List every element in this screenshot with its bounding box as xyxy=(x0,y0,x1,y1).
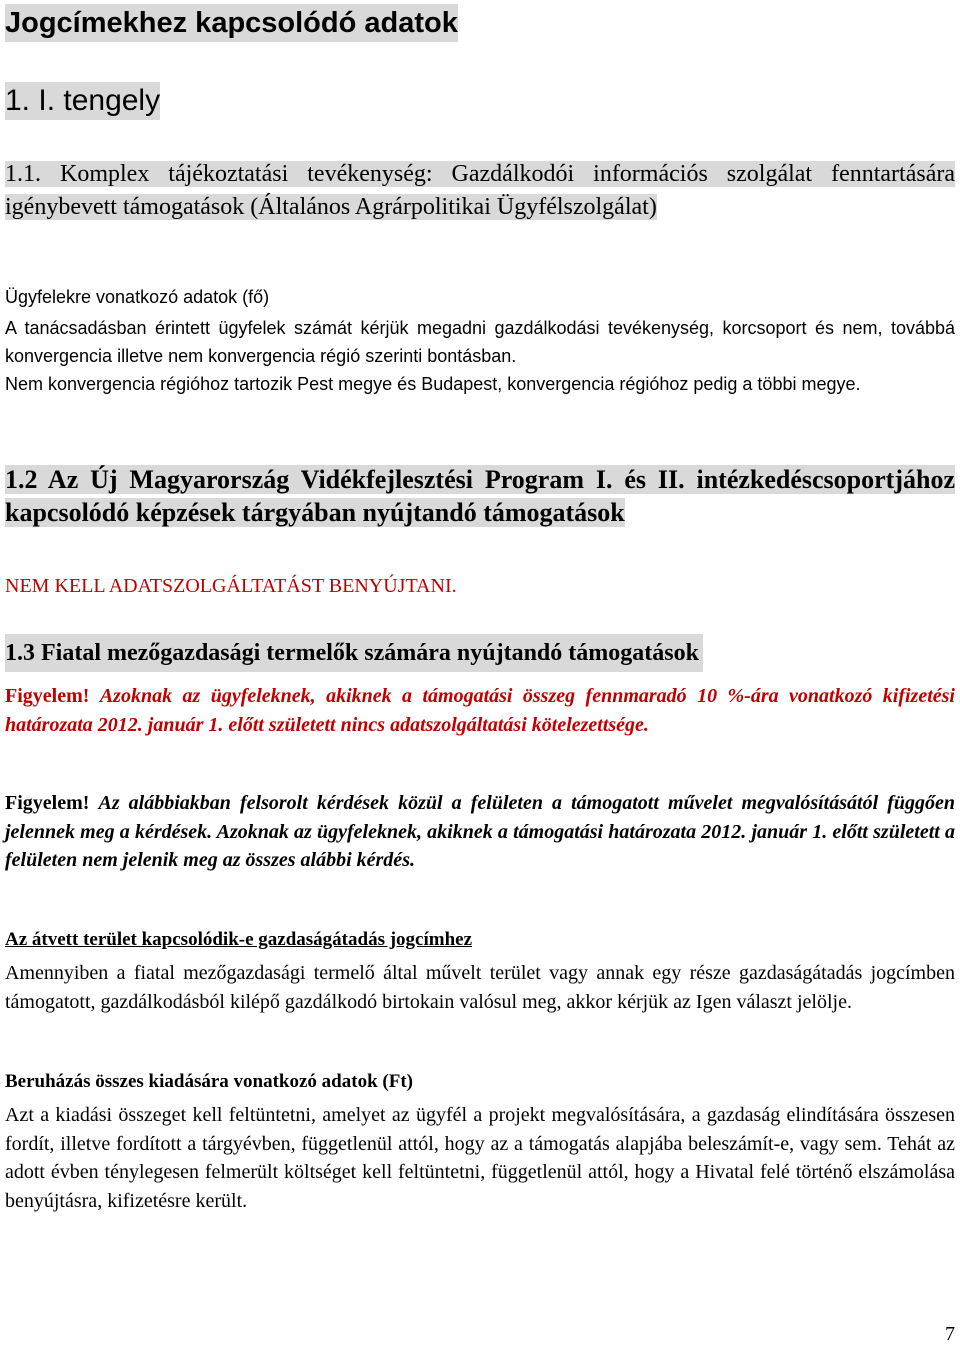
question-1-text: Amennyiben a fiatal mezőgazdasági termelő által művelt terület vagy annak egy része gazdaságátadás jogcímben támogatott, gazdálkodásból kilépő gazdálkodó birtokain valósul meg, akkor kérjük az Igen választ jelölje. xyxy=(5,962,955,1013)
warning-1 xyxy=(5,682,955,739)
section-1-2-notice: NEM KELL ADATSZOLGÁLTATÁST BENYÚJTANI. xyxy=(5,575,457,597)
section-1-2-title-text: 1.2 Az Új Magyarország Vidékfejlesztési Program I. és II. intézkedéscsoportjához kapcsolódó képzések tárgyában nyújtandó támogatások xyxy=(5,465,955,527)
section-1-3-title: 1.3 Fiatal mezőgazdasági termelők számára nyújtandó támogatások xyxy=(5,634,703,672)
warning-1-label: Figyelem! xyxy=(5,685,90,707)
section-1-1-title-text: 1.1. Komplex tájékoztatási tevékenység: Gazdálkodói információs szolgálat fenntartására igénybevett támogatások (Általános Agrárpolitikai Ügyfélszolgálat) xyxy=(5,161,955,220)
warning-2-label: Figyelem! xyxy=(5,792,90,814)
axis-heading: 1. I. tengely xyxy=(5,82,160,120)
question-1-title: Az átvett terület kapcsolódik-e gazdaságátadás jogcímhez xyxy=(5,929,473,950)
section-1-1-title xyxy=(5,158,955,224)
warning-1-text: Azoknak az ügyfeleknek, akiknek a támogatási összeg fennmaradó 10 %-ára vonatkozó kifizetési határozata 2012. január 1. előtt született nincs adatszolgáltatási kötelezettsége. xyxy=(5,685,955,736)
page-number: 7 xyxy=(945,1323,955,1345)
warning-2-text: Az alábbiakban felsorolt kérdések közül a felületen a támogatott művelet megvalósításától függően jelennek meg a kérdések. Azoknak az ügyfeleknek, akiknek a támogatási határozata 2012. január 1. előtt született a felületen nem jelenik meg az összes alábbi kérdés. xyxy=(5,792,955,871)
main-heading: Jogcímekhez kapcsolódó adatok xyxy=(5,4,458,42)
section-1-1-subheading: Ügyfelekre vonatkozó adatok (fő) xyxy=(5,287,270,307)
question-2-title: Beruházás összes kiadására vonatkozó adatok (Ft) xyxy=(5,1071,413,1092)
question-2-text: Azt a kiadási összeget kell feltüntetni, amelyet az ügyfél a projekt megvalósítására, a gazdaság elindítására összesen fordít, illetve fordított a tárgyévben, függetlenül attól, hogy az a támogatás alapjába beleszámít-e, vagy sem. Tehát az adott évben ténylegesen felmerült költséget kell feltüntetni, függetlenül attól, hogy a Hivatal felé történő elszámolása benyújtásra, kifizetésre került. xyxy=(5,1104,955,1212)
section-1-2-title xyxy=(5,463,955,529)
section-1-1-paragraph-1: A tanácsadásban érintett ügyfelek számát kérjük megadni gazdálkodási tevékenység, korcsoport és nem, továbbá konvergencia illetve nem konvergencia régió szerinti bontásban. xyxy=(5,318,955,366)
section-1-1-paragraph-2: Nem konvergencia régióhoz tartozik Pest megye és Budapest, konvergencia régióhoz pedig a többi megye. xyxy=(5,374,861,394)
warning-2 xyxy=(5,789,955,875)
